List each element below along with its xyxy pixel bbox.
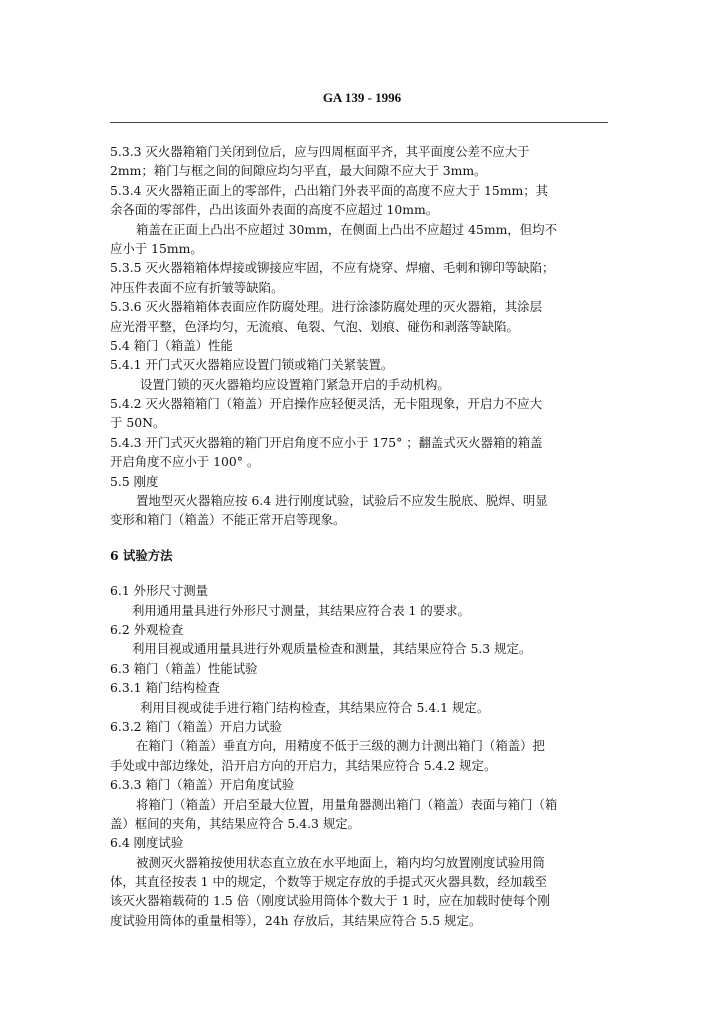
text-line: 冲压件表面不应有折皱等缺陷。 [110, 279, 284, 295]
text-line: 箱盖在正面上凸出不应超过 30mm，在侧面上凸出不应超过 45mm，但均不 [136, 221, 557, 237]
text-line: 余各面的零部件，凸出该面外表面的高度不应超过 10mm。 [110, 202, 439, 218]
spacer [110, 565, 614, 581]
text-line: 5.3.3 灭火器箱箱门关闭到位后，应与四周框面平齐，其平面度公差不应大于 [110, 144, 530, 159]
text-line: 2mm；箱门与框之间的间隙应均匀平直，最大间隙不应大于 3mm。 [110, 163, 487, 179]
section-heading: 6.3.2 箱门（箱盖）开启力试验 [110, 718, 282, 734]
text-line: 利用目视或徒手进行箱门结构检查，其结果应符合 5.4.1 规定。 [140, 699, 490, 715]
text-line: 5.3.5 灭火器箱箱体焊接或铆接应牢固，不应有烧穿、焊瘤、毛刺和铆印等缺陷； [110, 260, 555, 276]
section-heading: 5.5 刚度 [110, 473, 159, 489]
page-header: GA 139 - 1996 [322, 90, 402, 105]
section-heading: 6.4 刚度试验 [110, 835, 184, 851]
section-heading: 5.4 箱门（箱盖）性能 [110, 337, 233, 353]
text-line: 利用目视或通用量具进行外观质量检查和测量，其结果应符合 5.3 规定。 [132, 641, 532, 657]
text-line: 开启角度不应小于 100° 。 [110, 454, 260, 470]
text-line: 5.3.4 灭火器箱正面上的零部件，凸出箱门外表平面的高度不应大于 15mm；其 [110, 182, 548, 198]
text-line: 于 50N。 [110, 415, 166, 431]
section-heading: 6.3.3 箱门（箱盖）开启角度试验 [110, 777, 295, 793]
text-line: 利用通用量具进行外形尺寸测量，其结果应符合表 1 的要求。 [132, 602, 470, 618]
text-line: 被测灭火器箱按使用状态直立放在水平地面上，箱内均匀放置刚度试验用筒 [136, 854, 545, 870]
text-line: 设置门锁的灭火器箱均应设置箱门紧急开启的手动机构。 [140, 376, 450, 392]
text-line: 5.4.1 开门式灭火器箱应设置门锁或箱门关紧装置。 [110, 357, 394, 373]
text-line: 该灭火器箱载荷的 1.5 倍（刚度试验用筒体个数大于 1 时，应在加载时使每个刚 [110, 893, 550, 909]
section-heading: 6.1 外形尺寸测量 [110, 583, 208, 599]
text-line: 度试验用筒体的重量相等），24h 存放后，其结果应符合 5.5 规定。 [110, 912, 482, 928]
section-heading: 6.3.1 箱门结构检查 [110, 680, 220, 696]
text-line: 5.4.2 灭火器箱箱门（箱盖）开启操作应轻便灵活，无卡阻现象，开启力不应大 [110, 396, 542, 412]
text-line: 变形和箱门（箱盖）不能正常开启等现象。 [110, 512, 346, 528]
spacer [110, 530, 614, 546]
text-line: 体，其直径按表 1 中的规定，个数等于规定存放的手提式灭火器具数，经加载至 [110, 874, 548, 890]
text-line: 应小于 15mm。 [110, 240, 203, 256]
header-rule [110, 122, 608, 123]
text-line: 5.3.6 灭火器箱箱体表面应作防腐处理。进行涂漆防腐处理的灭火器箱，其涂层 [110, 299, 542, 315]
text-line: 5.4.3 开门式灭火器箱的箱门开启角度不应小于 175° ；翻盖式灭火器箱的箱盖 [110, 434, 543, 450]
text-line: 将箱门（箱盖）开启至最大位置，用量角器测出箱门（箱盖）表面与箱门（箱 [136, 796, 558, 812]
text-line: 应光滑平整，色泽均匀，无流痕、龟裂、气泡、划痕、碰伤和剥落等缺陷。 [110, 318, 519, 334]
text-line: 置地型灭火器箱应按 6.4 进行刚度试验，试验后不应发生脱底、脱焊、明显 [136, 493, 548, 509]
chapter-heading: 6 试验方法 [110, 547, 173, 563]
text-line: 盖）框间的夹角，其结果应符合 5.4.3 规定。 [110, 815, 361, 831]
document-body [110, 142, 614, 930]
text-line: 在箱门（箱盖）垂直方向，用精度不低于三级的测力计测出箱门（箱盖）把 [136, 738, 545, 754]
section-heading: 6.2 外观检查 [110, 621, 184, 637]
text-line: 手处或中部边缘处，沿开启方向的开启力，其结果应符合 5.4.2 规定。 [110, 757, 497, 773]
section-heading: 6.3 箱门（箱盖）性能试验 [110, 660, 258, 676]
